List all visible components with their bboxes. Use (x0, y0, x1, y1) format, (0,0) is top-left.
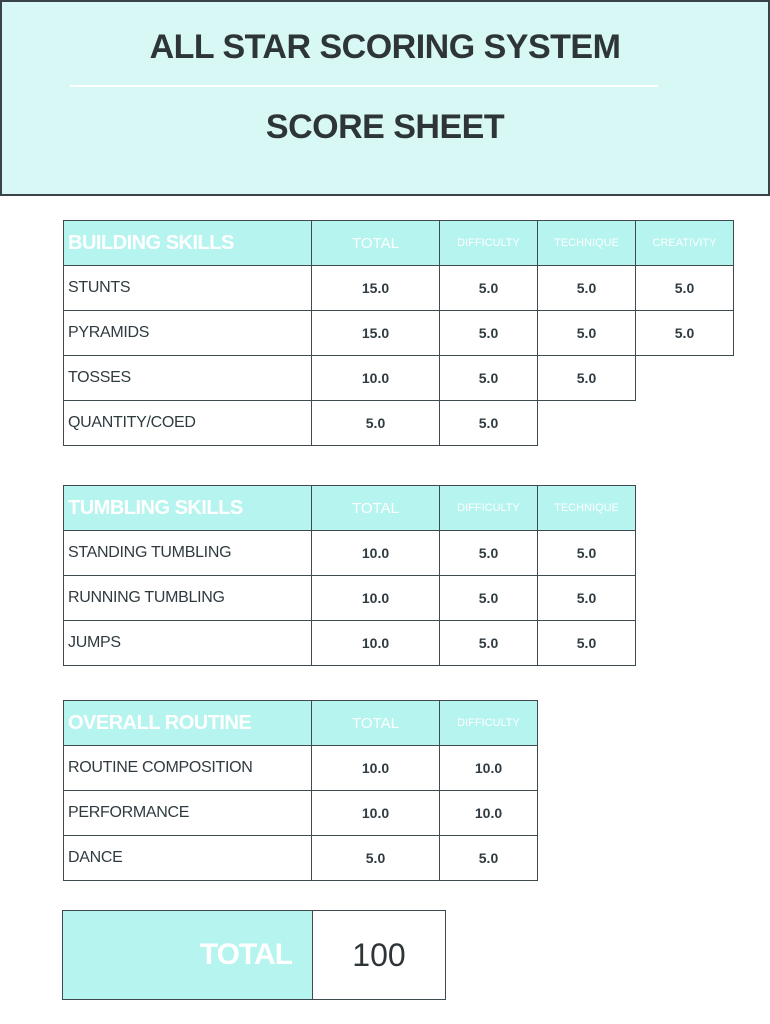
score-cell: 5.0 (538, 311, 636, 356)
score-cell: 5.0 (636, 311, 734, 356)
row-label: TOSSES (64, 356, 312, 401)
table-row (64, 791, 538, 836)
score-cell: 10.0 (440, 746, 538, 791)
score-cell: 5.0 (440, 531, 538, 576)
score-cell: 10.0 (440, 791, 538, 836)
column-header: TOTAL (312, 701, 440, 746)
row-label: STUNTS (64, 266, 312, 311)
tumbling-skills-table (63, 485, 636, 666)
score-cell: 10.0 (312, 356, 440, 401)
score-cell: 10.0 (312, 531, 440, 576)
score-cell: 5.0 (440, 836, 538, 881)
score-cell: 5.0 (538, 266, 636, 311)
section-label: OVERALL ROUTINE (64, 701, 312, 746)
score-cell: 15.0 (312, 266, 440, 311)
table-row (64, 311, 734, 356)
table-row (64, 576, 636, 621)
table-row (64, 266, 734, 311)
total-box (62, 910, 446, 1000)
score-cell: 5.0 (538, 576, 636, 621)
score-cell: 5.0 (440, 266, 538, 311)
score-cell: 5.0 (440, 311, 538, 356)
column-header: DIFFICULTY (440, 701, 538, 746)
row-label: STANDING TUMBLING (64, 531, 312, 576)
empty-cell (636, 356, 734, 401)
score-cell: 5.0 (538, 356, 636, 401)
column-header: DIFFICULTY (440, 221, 538, 266)
score-cell: 5.0 (440, 621, 538, 666)
score-cell: 5.0 (440, 401, 538, 446)
column-header: DIFFICULTY (440, 486, 538, 531)
table-row (64, 836, 538, 881)
total-label: TOTAL (63, 911, 313, 999)
column-header: TECHNIQUE (538, 486, 636, 531)
row-label: RUNNING TUMBLING (64, 576, 312, 621)
empty-cell (538, 401, 636, 446)
empty-cell (636, 401, 734, 446)
table-header-row (64, 486, 636, 531)
row-label: ROUTINE COMPOSITION (64, 746, 312, 791)
table-row (64, 531, 636, 576)
table-row (64, 746, 538, 791)
column-header: TOTAL (312, 221, 440, 266)
total-value: 100 (313, 911, 445, 999)
score-cell: 5.0 (440, 356, 538, 401)
score-cell: 10.0 (312, 576, 440, 621)
row-label: PERFORMANCE (64, 791, 312, 836)
column-header: TOTAL (312, 486, 440, 531)
table-row (64, 401, 734, 446)
column-header: CREATIVITY (636, 221, 734, 266)
overall-routine-table (63, 700, 538, 881)
score-cell: 10.0 (312, 746, 440, 791)
section-label: BUILDING SKILLS (64, 221, 312, 266)
table-row (64, 356, 734, 401)
score-cell: 10.0 (312, 621, 440, 666)
score-sheet-header (0, 0, 770, 196)
score-cell: 5.0 (440, 576, 538, 621)
score-cell: 5.0 (538, 621, 636, 666)
building-skills-table (63, 220, 734, 446)
score-cell: 5.0 (312, 401, 440, 446)
score-cell: 10.0 (312, 791, 440, 836)
header-divider (70, 85, 658, 87)
row-label: PYRAMIDS (64, 311, 312, 356)
row-label: DANCE (64, 836, 312, 881)
score-cell: 15.0 (312, 311, 440, 356)
page-subtitle: SCORE SHEET (265, 108, 505, 146)
score-cell: 5.0 (636, 266, 734, 311)
score-cell: 5.0 (538, 531, 636, 576)
score-cell: 5.0 (312, 836, 440, 881)
row-label: JUMPS (64, 621, 312, 666)
column-header: TECHNIQUE (538, 221, 636, 266)
section-label: TUMBLING SKILLS (64, 486, 312, 531)
table-header-row (64, 221, 734, 266)
table-header-row (64, 701, 538, 746)
table-row (64, 621, 636, 666)
page-title: ALL STAR SCORING SYSTEM (149, 28, 621, 66)
row-label: QUANTITY/COED (64, 401, 312, 446)
